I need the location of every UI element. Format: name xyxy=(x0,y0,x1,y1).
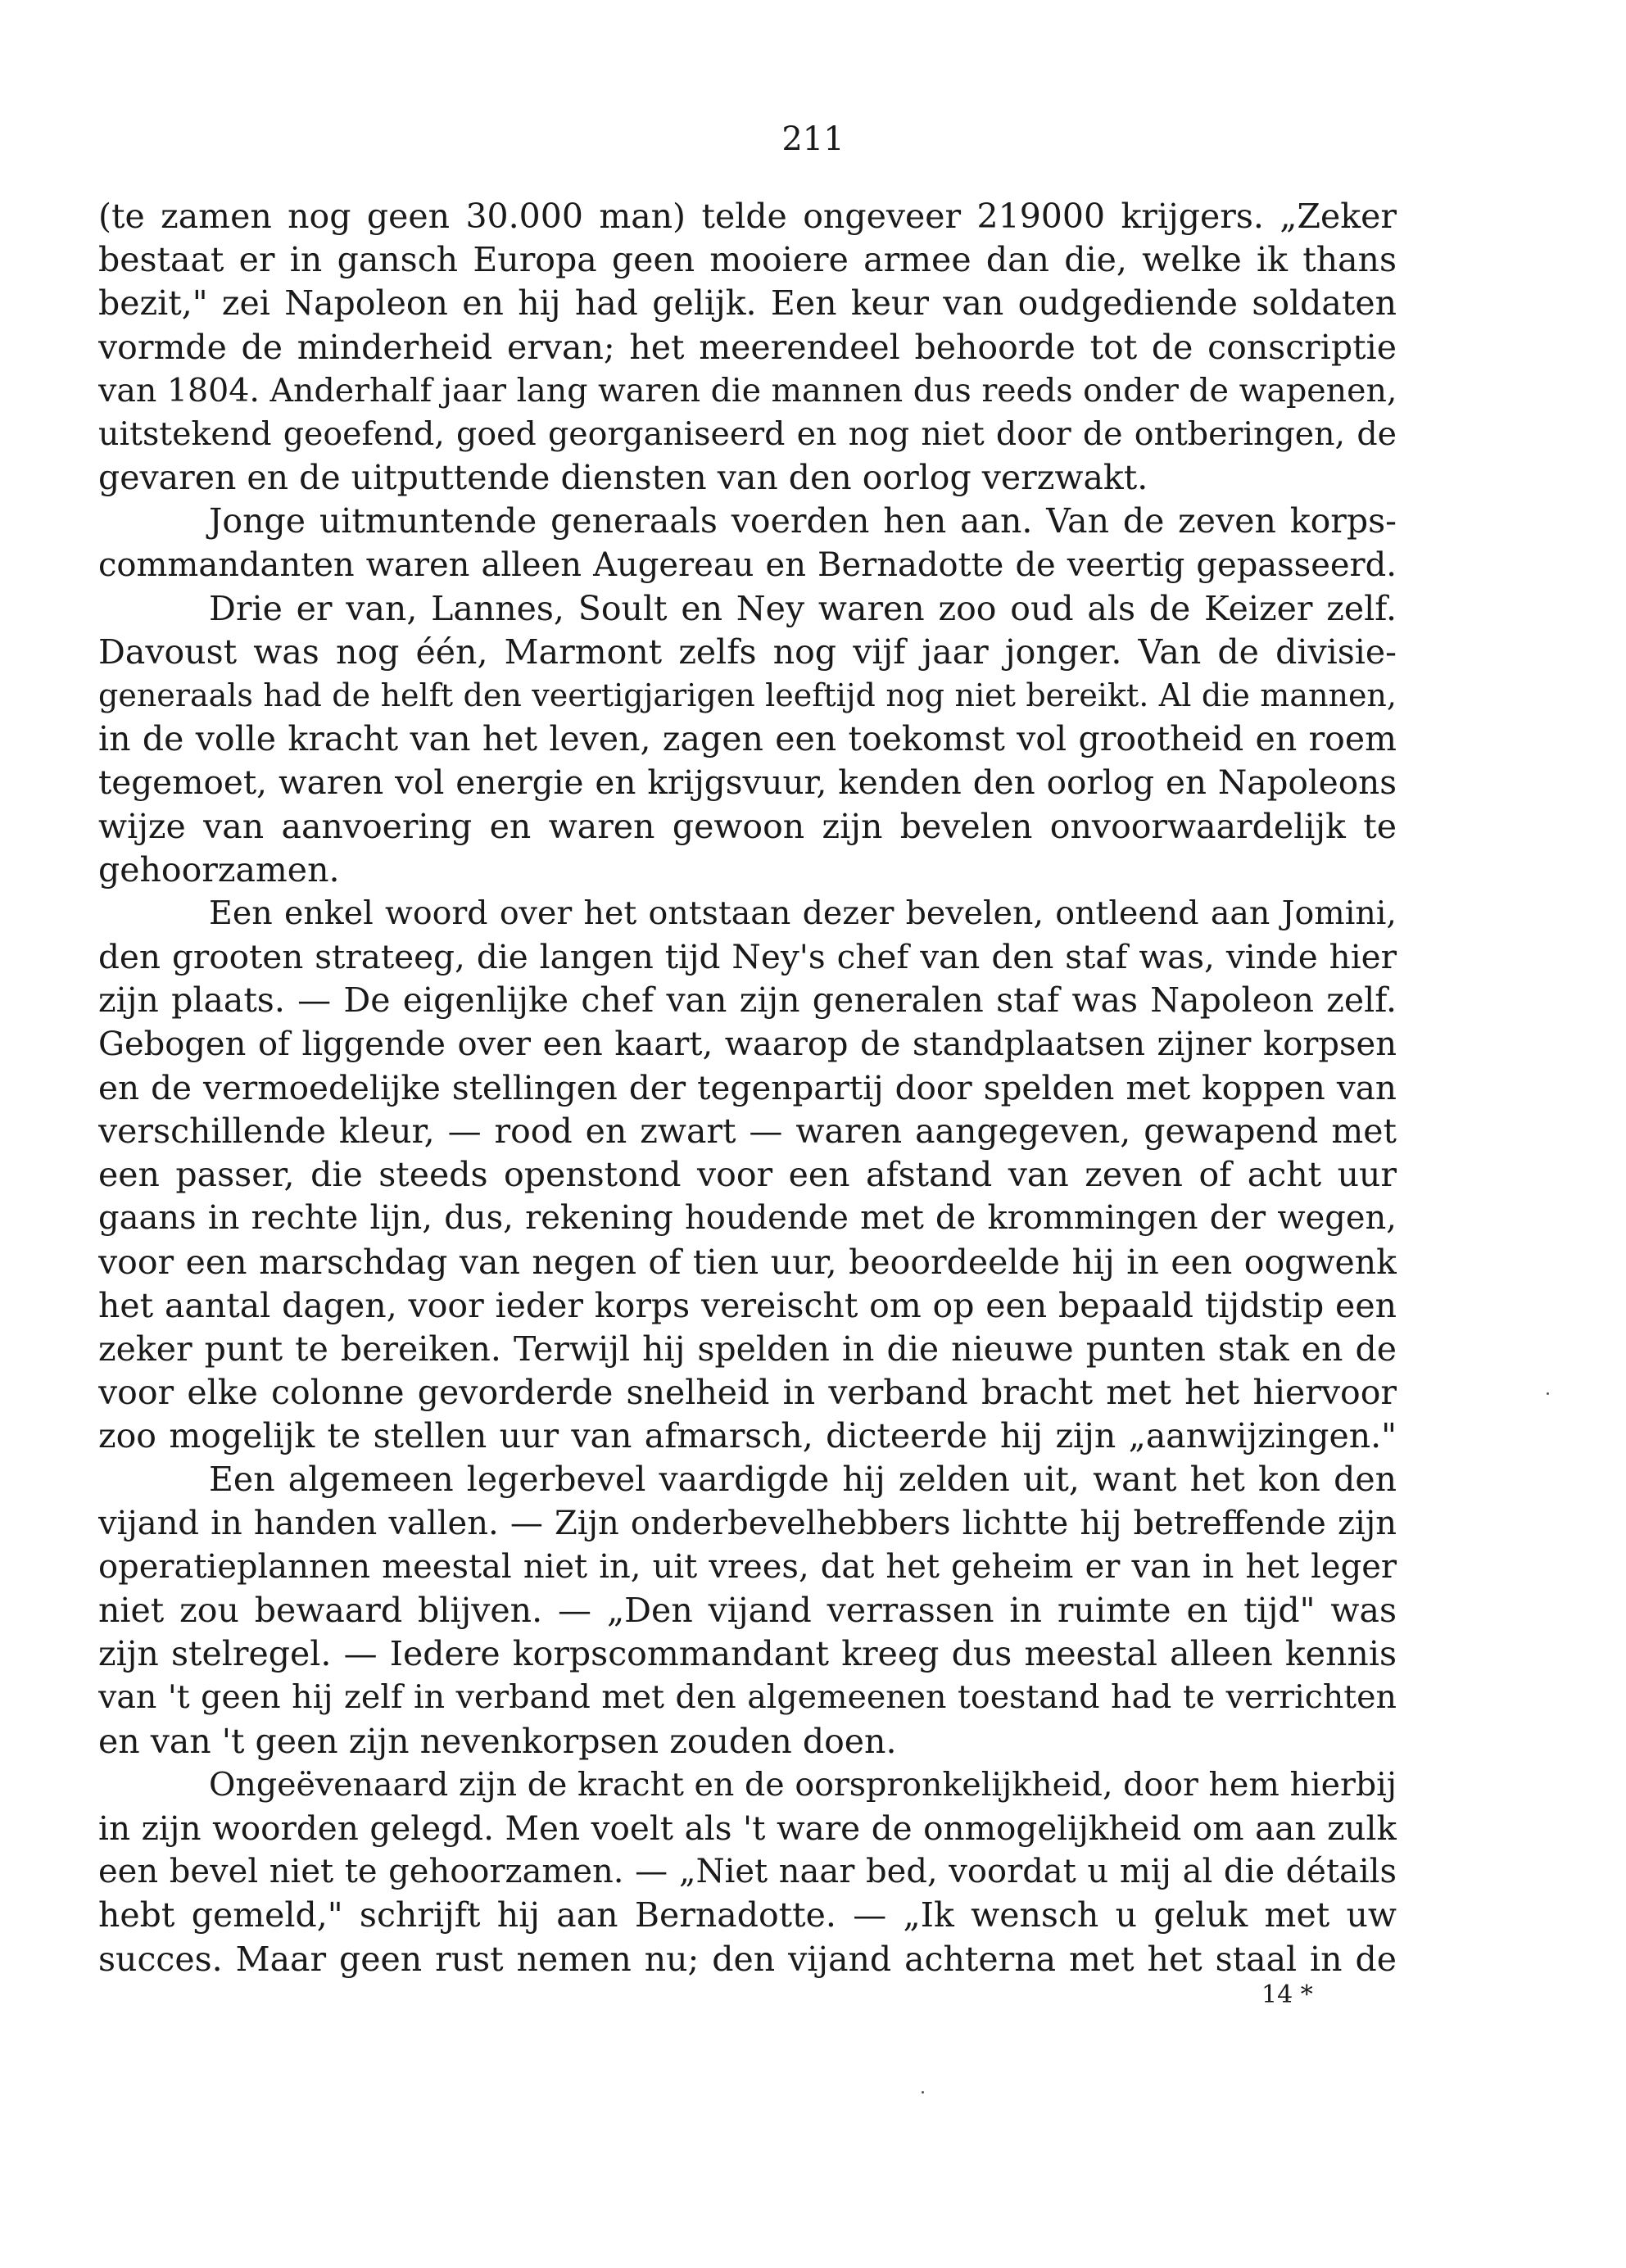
text-line: van 1804. Anderhalf jaar lang waren die mannen dus reeds onder de wapenen, xyxy=(98,371,1397,410)
text-line: Drie er van, Lannes, Soult en Ney waren zoo oud als de Keizer zelf. xyxy=(209,588,1397,628)
text-line: hebt gemeld," schrijft hij aan Bernadotte. — „Ik wensch u geluk met uw xyxy=(98,1895,1397,1935)
text-line: operatieplannen meestal niet in, uit vrees, dat het geheim er van in het leger xyxy=(98,1547,1397,1586)
text-line: gaans in rechte lijn, dus, rekening houdende met de krommingen der wegen, xyxy=(98,1199,1397,1238)
text-line: Jonge uitmuntende generaals voerden hen aan. Van de zeven korps- xyxy=(209,501,1397,541)
text-line: Een enkel woord over het ontstaan dezer bevelen, ontleend aan Jomini, xyxy=(209,894,1397,932)
text-line: Davoust was nog één, Marmont zelfs nog vijf jaar jonger. Van de divisie- xyxy=(98,632,1397,672)
text-line: (te zamen nog geen 30.000 man) telde ongeveer 219000 krijgers. „Zeker xyxy=(98,197,1397,236)
text-line: generaals had de helft den veertigjarigen leeftijd nog niet bereikt. Al die mannen, xyxy=(98,677,1397,714)
text-line: zijn stelregel. — Iedere korpscommandant kreeg dus meestal alleen kennis xyxy=(98,1634,1397,1674)
text-line: vijand in handen vallen. — Zijn onderbevelhebbers lichtte hij betreffende zijn xyxy=(98,1504,1397,1542)
text-line: succes. Maar geen rust nemen nu; den vijand achterna met het staal in de xyxy=(98,1939,1397,1979)
text-line: een bevel niet te gehoorzamen. — „Niet naar bed, voordat u mij al die détails xyxy=(98,1853,1397,1891)
text-line: niet zou bewaard blijven. — „Den vijand verrassen in ruimte en tijd" was xyxy=(98,1591,1397,1630)
text-line: tegemoet, waren vol energie en krijgsvuur, kenden den oorlog en Napoleons xyxy=(98,763,1397,803)
text-line: zeker punt te bereiken. Terwijl hij spelden in die nieuwe punten stak en de xyxy=(98,1329,1397,1369)
text-line: uitstekend geoefend, goed georganiseerd en nog niet door de ontberingen, de xyxy=(98,414,1397,453)
paper-speck xyxy=(1547,1392,1549,1395)
text-line: en de vermoedelijke stellingen der tegenpartij door spelden met koppen van xyxy=(98,1067,1397,1107)
text-line: voor elke colonne gevorderde snelheid in verband bracht met het hiervoor xyxy=(98,1373,1397,1413)
text-line: Ongeëvenaard zijn de kracht en de oorspronkelijkheid, door hem hierbij xyxy=(209,1765,1397,1804)
text-line: van 't geen hij zelf in verband met den algemeenen toestand had te verrichten xyxy=(98,1678,1397,1717)
text-line: Gebogen of liggende over een kaart, waarop de standplaatsen zijner korpsen xyxy=(98,1025,1397,1063)
text-line: en van 't geen zijn nevenkorpsen zouden doen. xyxy=(98,1721,897,1761)
text-line: vormde de minderheid ervan; het meerendeel behoorde tot de conscriptie xyxy=(98,327,1397,367)
text-line: gehoorzamen. xyxy=(98,849,340,890)
text-line: commandanten waren alleen Augereau en Bernadotte de veertig gepasseerd. xyxy=(98,545,1397,584)
text-line: verschillende kleur, — rood en zwart — waren aangegeven, gewapend met xyxy=(98,1111,1397,1151)
text-line: Een algemeen legerbevel vaardigde hij zelden uit, want het kon den xyxy=(209,1460,1397,1500)
text-line: bestaat er in gansch Europa geen mooiere armee dan die, welke ik thans xyxy=(98,240,1397,280)
text-line: wijze van aanvoering en waren gewoon zijn bevelen onvoorwaardelijk te xyxy=(98,806,1397,846)
signature-mark: 14 * xyxy=(1261,1981,1313,2009)
text-line: gevaren en de uitputtende diensten van den oorlog verzwakt. xyxy=(98,458,1148,498)
text-line: zoo mogelijk te stellen uur van afmarsch, dicteerde hij zijn „aanwijzingen." xyxy=(98,1416,1397,1456)
text-line: een passer, die steeds openstond voor een afstand van zeven of acht uur xyxy=(98,1155,1397,1195)
text-line: zijn plaats. — De eigenlijke chef van zijn generalen staf was Napoleon zelf. xyxy=(98,980,1397,1021)
text-line: in de volle kracht van het leven, zagen een toekomst vol grootheid en roem xyxy=(98,719,1397,759)
page-number: 211 xyxy=(781,120,845,158)
text-line: den grooten strateeg, die langen tijd Ney's chef van den staf was, vinde hier xyxy=(98,937,1397,977)
text-line: in zijn woorden gelegd. Men voelt als 't ware de onmogelijkheid om aan zulk xyxy=(98,1808,1397,1848)
text-line: voor een marschdag van negen of tien uur, beoordeelde hij in een oogwenk xyxy=(98,1242,1397,1282)
text-line: bezit," zei Napoleon en hij had gelijk. Een keur van oudgediende soldaten xyxy=(98,283,1397,324)
paper-speck xyxy=(922,2091,924,2094)
body-text xyxy=(98,195,1397,1981)
text-line: het aantal dagen, voor ieder korps vereischt om op een bepaald tijdstip een xyxy=(98,1285,1397,1325)
